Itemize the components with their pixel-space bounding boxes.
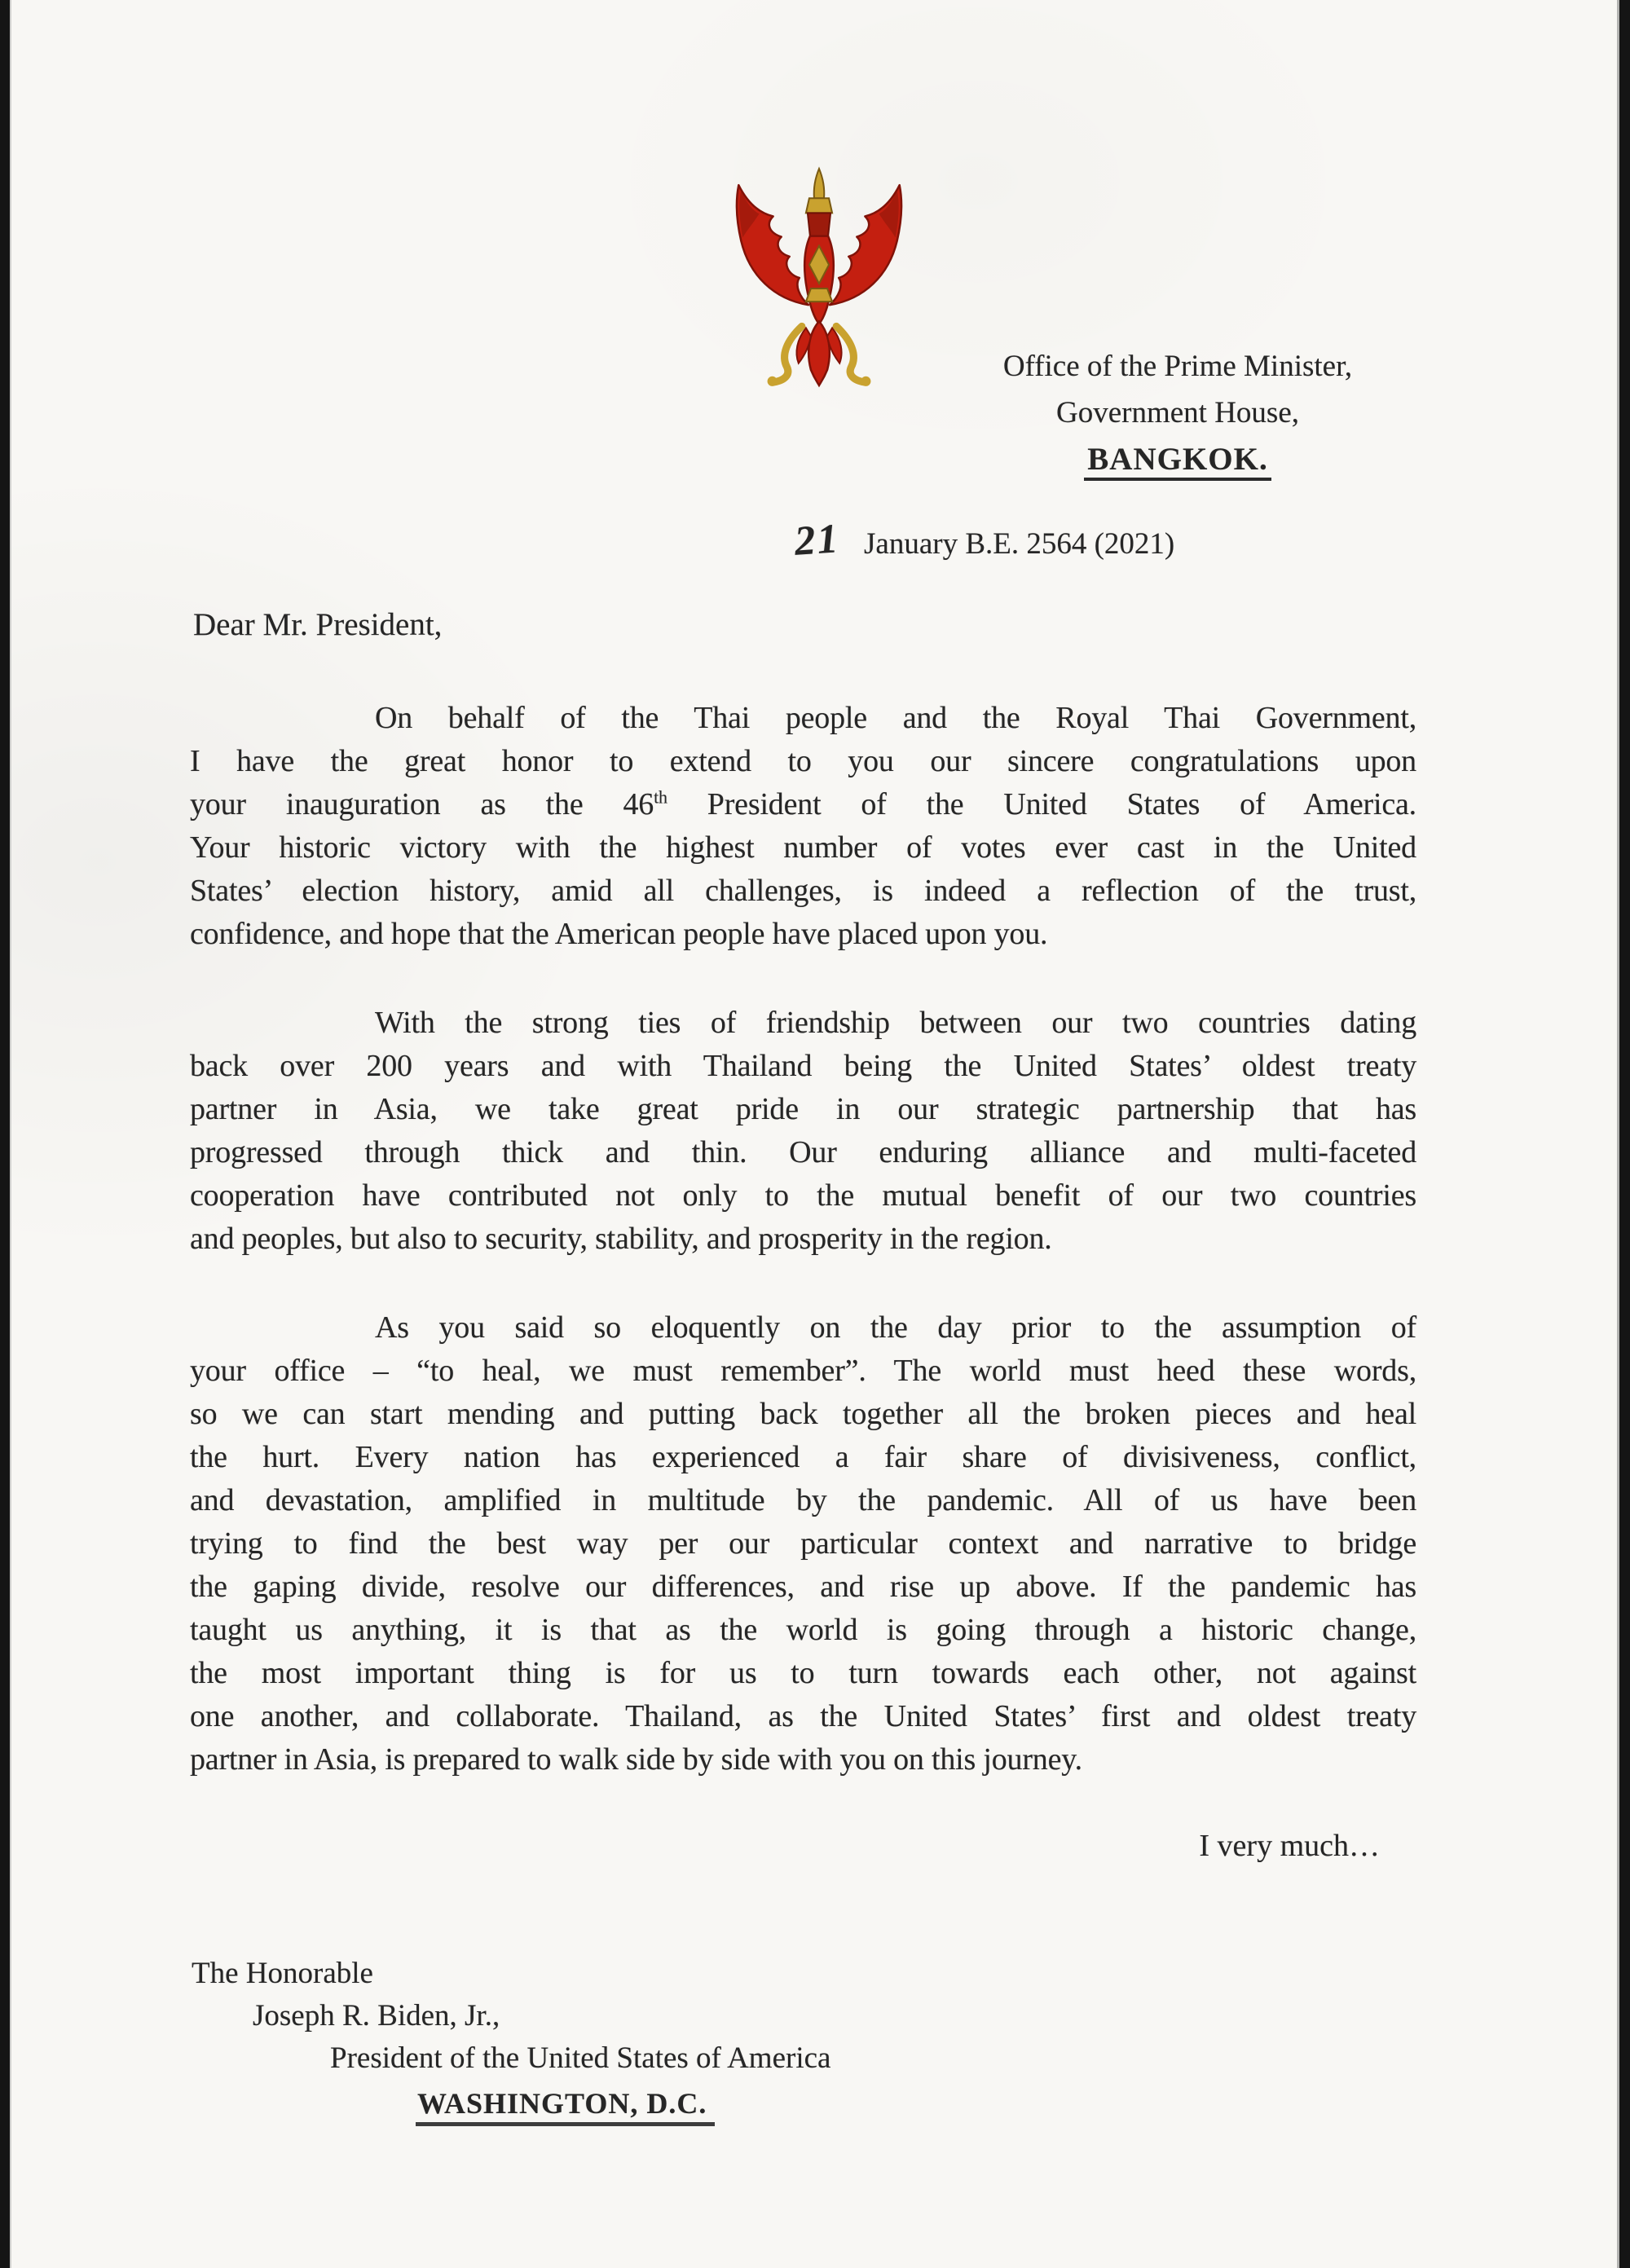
letter-line: one another, and collaborate. Thailand, as the United States’ first and oldest treaty (190, 1699, 1416, 1733)
letter-line: trying to find the best way per our particular context and narrative to bridge (190, 1526, 1416, 1561)
letter-paragraph (190, 1002, 1416, 1261)
letter-line: On behalf of the Thai people and the Royal Thai Government, (375, 701, 1416, 735)
letterhead-office-line: Office of the Prime Minister, (1002, 350, 1353, 383)
letter-paragraph (190, 1306, 1416, 1781)
addressee-city: WASHINGTON, D.C. (192, 2080, 830, 2125)
letter-line: taught us anything, it is that as the world is going through a historic change, (190, 1613, 1416, 1647)
letter-line: cooperation have contributed not only to the mutual benefit of our two countries (190, 1178, 1416, 1213)
date-text: January B.E. 2564 (2021) (864, 527, 1175, 561)
letter-line: and devastation, amplified in multitude by the pandemic. All of us have been (190, 1483, 1416, 1517)
letter-line: With the strong ties of friendship between our two countries dating (375, 1006, 1416, 1040)
letter-line: partner in Asia, is prepared to walk side by side with you on this journey. (190, 1742, 1082, 1777)
salutation: Dear Mr. President, (193, 607, 443, 642)
letterhead-house-line: Government House, (1056, 396, 1299, 429)
letter-line: progressed through thick and thin. Our enduring alliance and multi-faceted (190, 1135, 1416, 1169)
letter-line: I have the great honor to extend to you our sincere congratulations upon (190, 744, 1416, 778)
addressee-name: Joseph R. Biden, Jr., (253, 1999, 500, 2032)
letter-line: your office – “to heal, we must remember”. The world must heed these words, (190, 1354, 1416, 1388)
letter-line: confidence, and hope that the American people have placed upon you. (190, 917, 1048, 951)
date-line (795, 517, 1174, 564)
letterhead-city: BANGKOK. (1084, 442, 1271, 481)
letter-line: States’ election history, amid all challenges, is indeed a reflection of the trust, (190, 874, 1416, 908)
letter-body (190, 697, 1416, 1781)
scan-edge-right (1619, 0, 1630, 2268)
addressee-honorific: The Honorable (192, 1957, 373, 1990)
continuation-marker: I very much… (1199, 1829, 1380, 1863)
addressee-block (192, 1953, 830, 2125)
letter-line: your inauguration as the 46th President of the United States of America. (190, 786, 1416, 821)
letter-line: the most important thing is for us to turn towards each other, not against (190, 1656, 1416, 1690)
addressee-title: President of the United States of America (330, 2041, 831, 2075)
letter-line: the hurt. Every nation has experienced a fair share of divisiveness, conflict, (190, 1440, 1416, 1474)
letterhead-city-line (876, 436, 1479, 483)
letter-line: partner in Asia, we take great pride in our strategic partnership that has (190, 1092, 1416, 1126)
letterhead (876, 343, 1479, 483)
letter-line: the gaping divide, resolve our differences, and rise up above. If the pandemic has (190, 1570, 1416, 1604)
letter-line: Your historic victory with the highest number of votes ever cast in the United (190, 830, 1416, 865)
letter-line: and peoples, but also to security, stability, and prosperity in the region. (190, 1222, 1052, 1256)
letter-line: back over 200 years and with Thailand being the United States’ oldest treaty (190, 1049, 1416, 1083)
letter-paragraph (190, 697, 1416, 956)
letter-line: As you said so eloquently on the day prior to the assumption of (375, 1310, 1416, 1345)
scan-edge-left (0, 0, 10, 2268)
date-day-handwritten: 21 (793, 516, 841, 565)
letter-line: so we can start mending and putting back together all the broken pieces and heal (190, 1397, 1416, 1431)
